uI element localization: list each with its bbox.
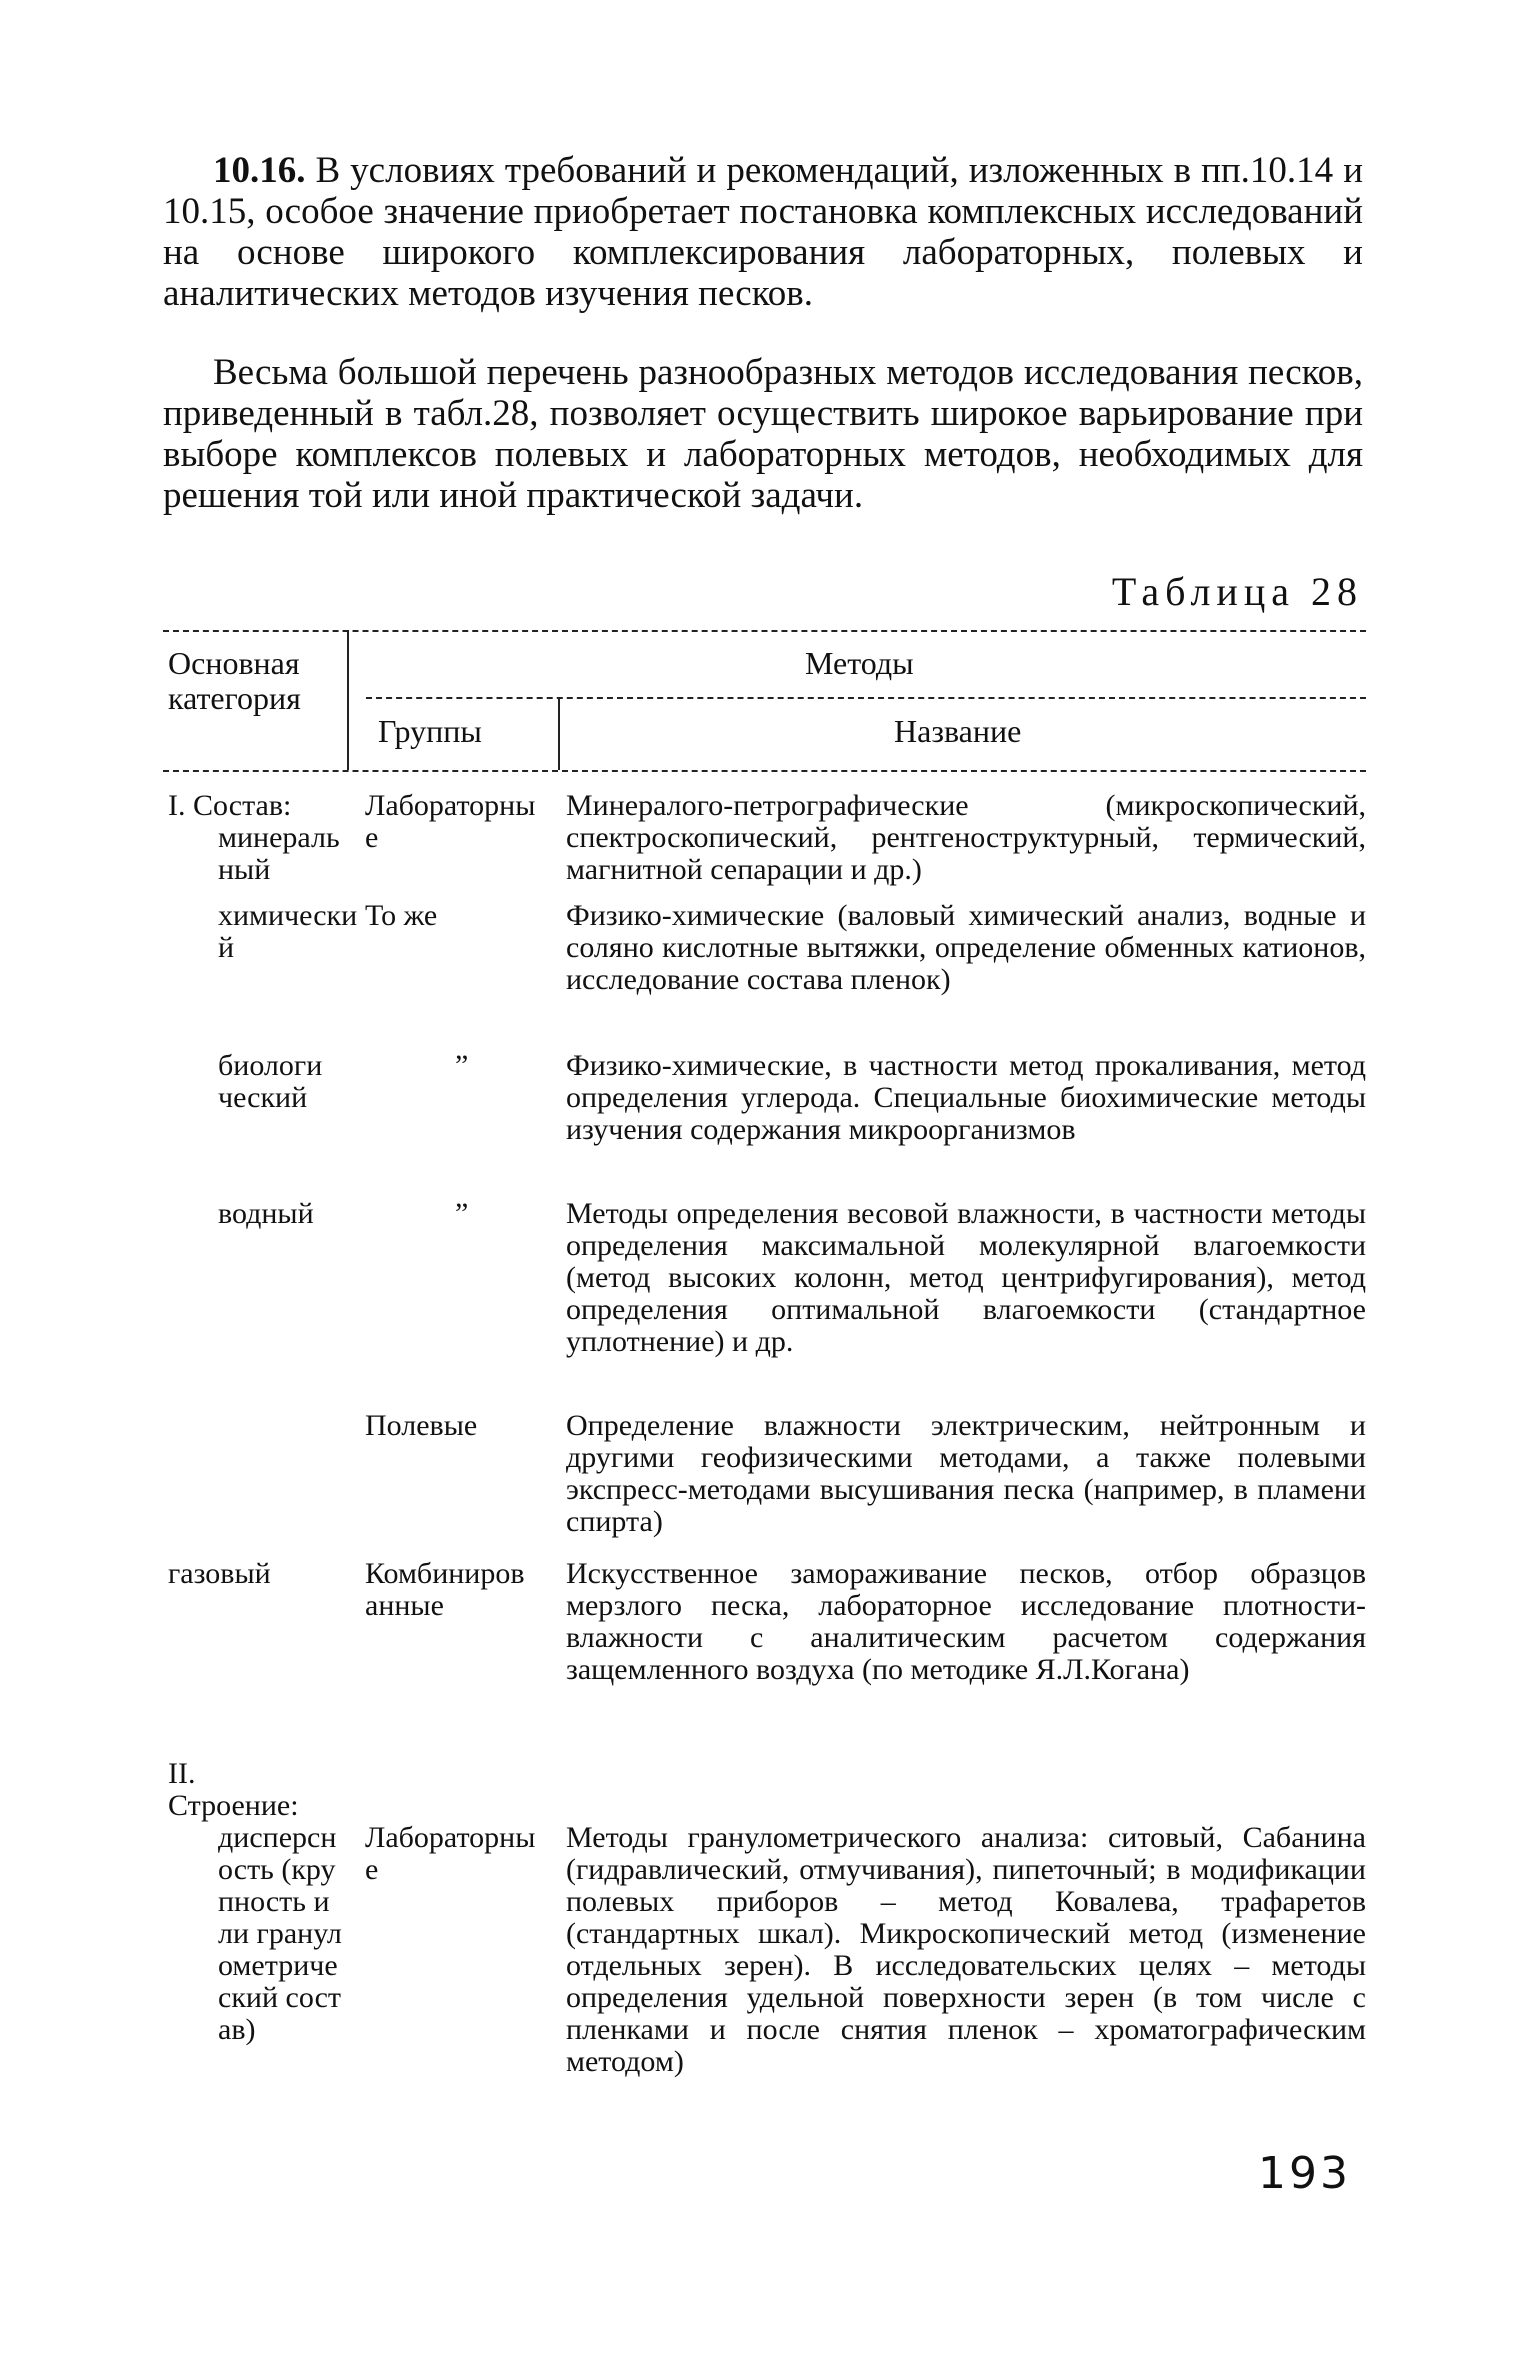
header-category-line1: Основная [168,645,300,681]
row-sub-water: водный [218,1197,314,1230]
row-group-lab-1: Лабораторные [365,789,536,854]
paragraph-number: 10.16. [213,150,306,191]
row-group-field: Полевые [365,1409,478,1442]
row-name-combined: Искусственное замораживание песков, отбор образцов мерзлого песка, лабораторное исследование плотности-влажности с аналитическим расчетом содержания защемленного воздуха (по методике Я.Л.Когана) [566,1557,1366,1686]
page-number: 193 [1258,2148,1351,2199]
row-name-water: Методы определения весовой влажности, в частности методы определения максимальной молекулярной влагоемкости (метод высоких колонн, метод центрифугирования), метод определения оптимальной влагоемкости (стандартное уплотнение) и др. [566,1197,1366,1358]
row-sub-mineral: минеральный [218,821,340,886]
paragraph-10-16 [163,150,1363,314]
header-name: Название [894,713,1022,749]
paragraph-text: В условиях требований и рекомендаций, изложенных в пп.10.14 и 10.15, особое значение приобретает постановка комплексных исследований на основе широкого комплексирования лабораторных, полевых и аналитических методов изучения песков. [163,150,1363,314]
row-sub-biological: биологический [218,1049,323,1114]
row-name-biological: Физико-химические, в частности метод прокаливания, метод определения углерода. Специальные биохимические методы изучения содержания микроорганизмов [566,1049,1366,1146]
row-name-field: Определение влажности электрическим, нейтронным и другими геофизическими методами, а также полевыми экспресс-методами высушивания песка (например, в пламени спирта) [566,1409,1366,1538]
header-groups: Группы [378,713,482,749]
row-group-ditto-2: ” [455,1197,469,1230]
row-group-lab-2: Лабораторные [365,1821,536,1886]
row-group-same: То же [365,899,438,932]
row-sub-chemical: химический [218,899,358,964]
row-name-granulometric: Методы гранулометрического анализа: ситовый, Сабанина (гидравлический, отмучивания), пипеточный; в модификации полевых приборов – метод Ковалева, трафаретов (стандартных шкал). Микроскопический метод (изменение отдельных зерен). В исследовательских целях – методы определения удельной поверхности зерен (в том числе с пленками и после снятия пленок – хроматографическим методом) [566,1821,1366,2078]
row-group-ditto-1: ” [455,1049,469,1082]
row-category-structure: II. Строение: [168,1757,299,1822]
header-divider-category [347,630,349,770]
row-name-mineral: Минералого-петрографические (микроскопический, спектроскопический, рентгеноструктурный, термический, магнитной сепарации и др.) [566,789,1366,886]
row-group-combined: Комбинированные [365,1557,525,1622]
header-mid-rule [366,697,1366,699]
row-sub-dispersity: дисперсность (крупность или гранулометрический состав) [218,1821,342,2046]
table-caption: Таблица 28 [1111,569,1363,614]
header-bottom-rule [163,770,1366,772]
row-category-gas: газовый [168,1557,271,1590]
table-top-rule [163,630,1366,632]
paragraph-methods-list: Весьма большой перечень разнообразных методов исследования песков, приведенный в табл.28, позволяет осуществить широкое варьирование при выборе комплексов полевых и лабораторных методов, необходимых для решения той или иной практической задачи. [163,352,1363,516]
row-name-chemical: Физико-химические (валовый химический анализ, водные и соляно кислотные вытяжки, определение обменных катионов, исследование состава пленок) [566,899,1366,996]
header-divider-groups [558,697,560,770]
header-category-line2: категория [168,680,301,716]
header-methods: Методы [805,645,914,681]
row-category-composition: I. Состав: [168,789,292,822]
